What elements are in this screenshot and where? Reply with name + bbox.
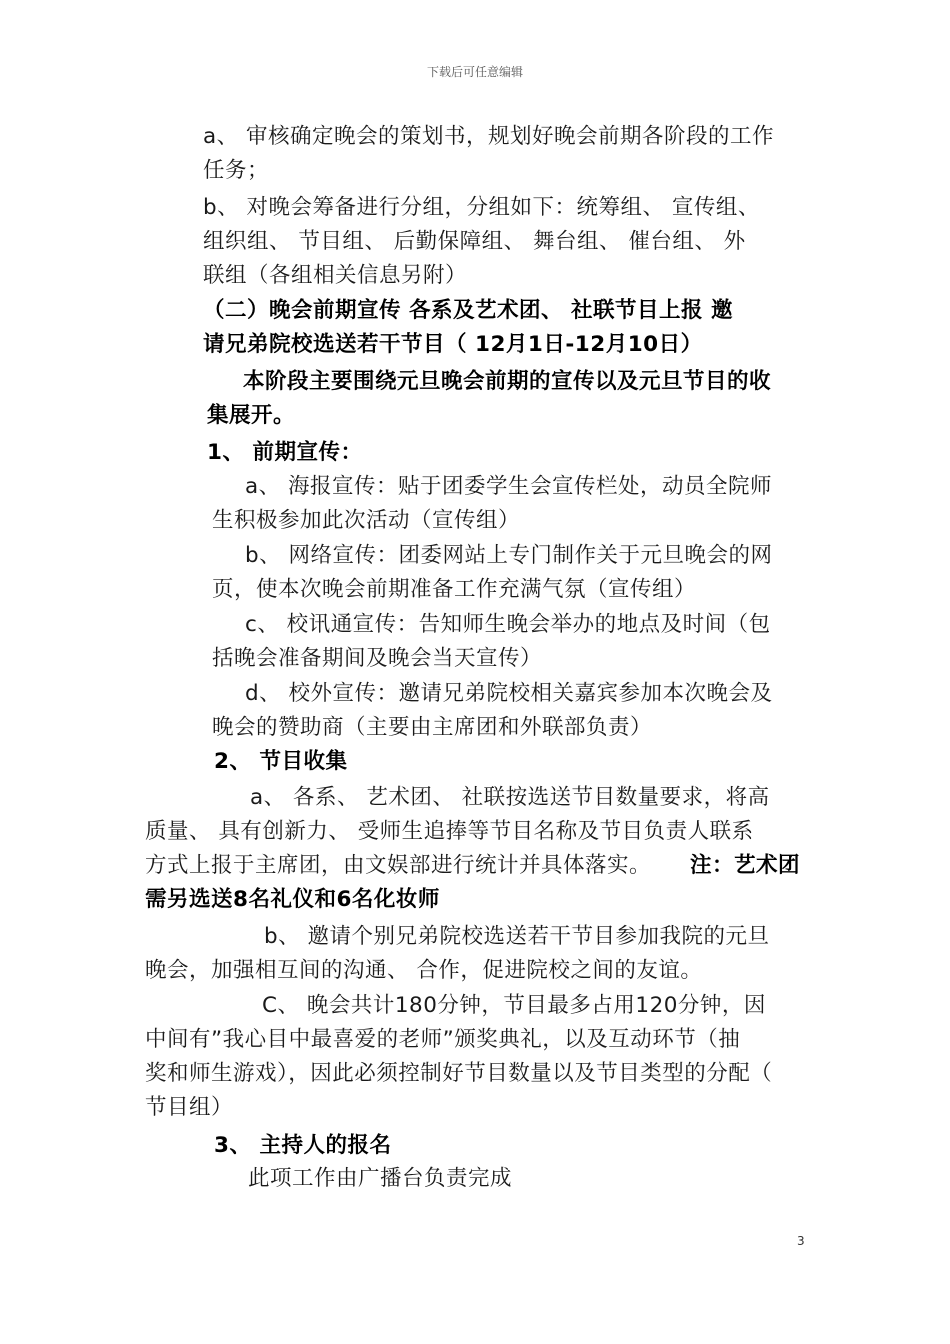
text-line: a、 海报宣传：贴于团委学生会宣传栏处，动员全院师 — [245, 474, 773, 499]
subsection-heading: 2、 节目收集 — [214, 749, 348, 774]
text-line: 节目组） — [145, 1095, 234, 1120]
text-line: 生积极参加此次活动（宣传组） — [212, 508, 521, 533]
text-line: 联组（各组相关信息另附） — [203, 263, 468, 288]
text-line: b、 对晚会筹备进行分组，分组如下：统筹组、 宣传组、 — [203, 195, 760, 220]
page-header: 下载后可任意编辑 — [426, 65, 523, 79]
text-line: a、 审核确定晚会的策划书，规划好晚会前期各阶段的工作 — [203, 124, 775, 149]
text-line: c、 校讯通宣传：告知师生晚会举办的地点及时间（包 — [245, 612, 771, 637]
page-number: 3 — [797, 1234, 805, 1248]
section-heading: 请兄弟院校选送若干节目（ 12月1日-12月10日） — [203, 332, 703, 357]
text-line: d、 校外宣传：邀请兄弟院校相关嘉宾参加本次晚会及 — [245, 681, 773, 706]
note-text: 需另选送8名礼仪和6名化妆师 — [145, 887, 440, 912]
note-text: 注：艺术团 — [690, 853, 801, 878]
text-line: a、 各系、 艺术团、 社联按选送节目数量要求，将高 — [250, 785, 770, 810]
text-line: 组织组、 节目组、 后勤保障组、 舞台组、 催台组、 外 — [203, 229, 746, 254]
text-line: 集展开。 — [207, 403, 296, 428]
text-line: 括晚会准备期间及晚会当天宣传） — [212, 646, 543, 671]
text-line: b、 网络宣传：团委网站上专门制作关于元旦晚会的网 — [245, 543, 773, 568]
subsection-heading: 1、 前期宣传： — [207, 440, 363, 465]
text-line: 任务； — [203, 158, 270, 183]
text-line: 晚会的赞助商（主要由主席团和外联部负责） — [212, 715, 653, 740]
text-line: 本阶段主要围绕元旦晚会前期的宣传以及元旦节目的收 — [243, 369, 772, 394]
text-line: 晚会，加强相互间的沟通、 合作，促进院校之间的友谊。 — [145, 958, 703, 983]
text-line: b、 邀请个别兄弟院校选送若干节目参加我院的元旦 — [264, 924, 770, 949]
section-heading: （二）晚会前期宣传 各系及艺术团、 社联节目上报 邀 — [203, 298, 733, 323]
text-line: 页，使本次晚会前期准备工作充满气氛（宣传组） — [212, 577, 697, 602]
text-line: 质量、 具有创新力、 受师生追捧等节目名称及节目负责人联系 — [145, 819, 754, 844]
text-line: 奖和师生游戏），因此必须控制好节目数量以及节目类型的分配（ — [145, 1061, 773, 1086]
subsection-heading: 3、 主持人的报名 — [214, 1133, 392, 1158]
text-line: 方式上报于主席团，由文娱部进行统计并具体落实。 — [145, 853, 652, 878]
text-line: 此项工作由广播台负责完成 — [248, 1166, 513, 1191]
text-line: 中间有”我心目中最喜爱的老师”颁奖典礼，以及互动环节（抽 — [145, 1027, 741, 1052]
text-line: C、 晚会共计180分钟，节目最多占用120分钟，因 — [262, 993, 766, 1018]
